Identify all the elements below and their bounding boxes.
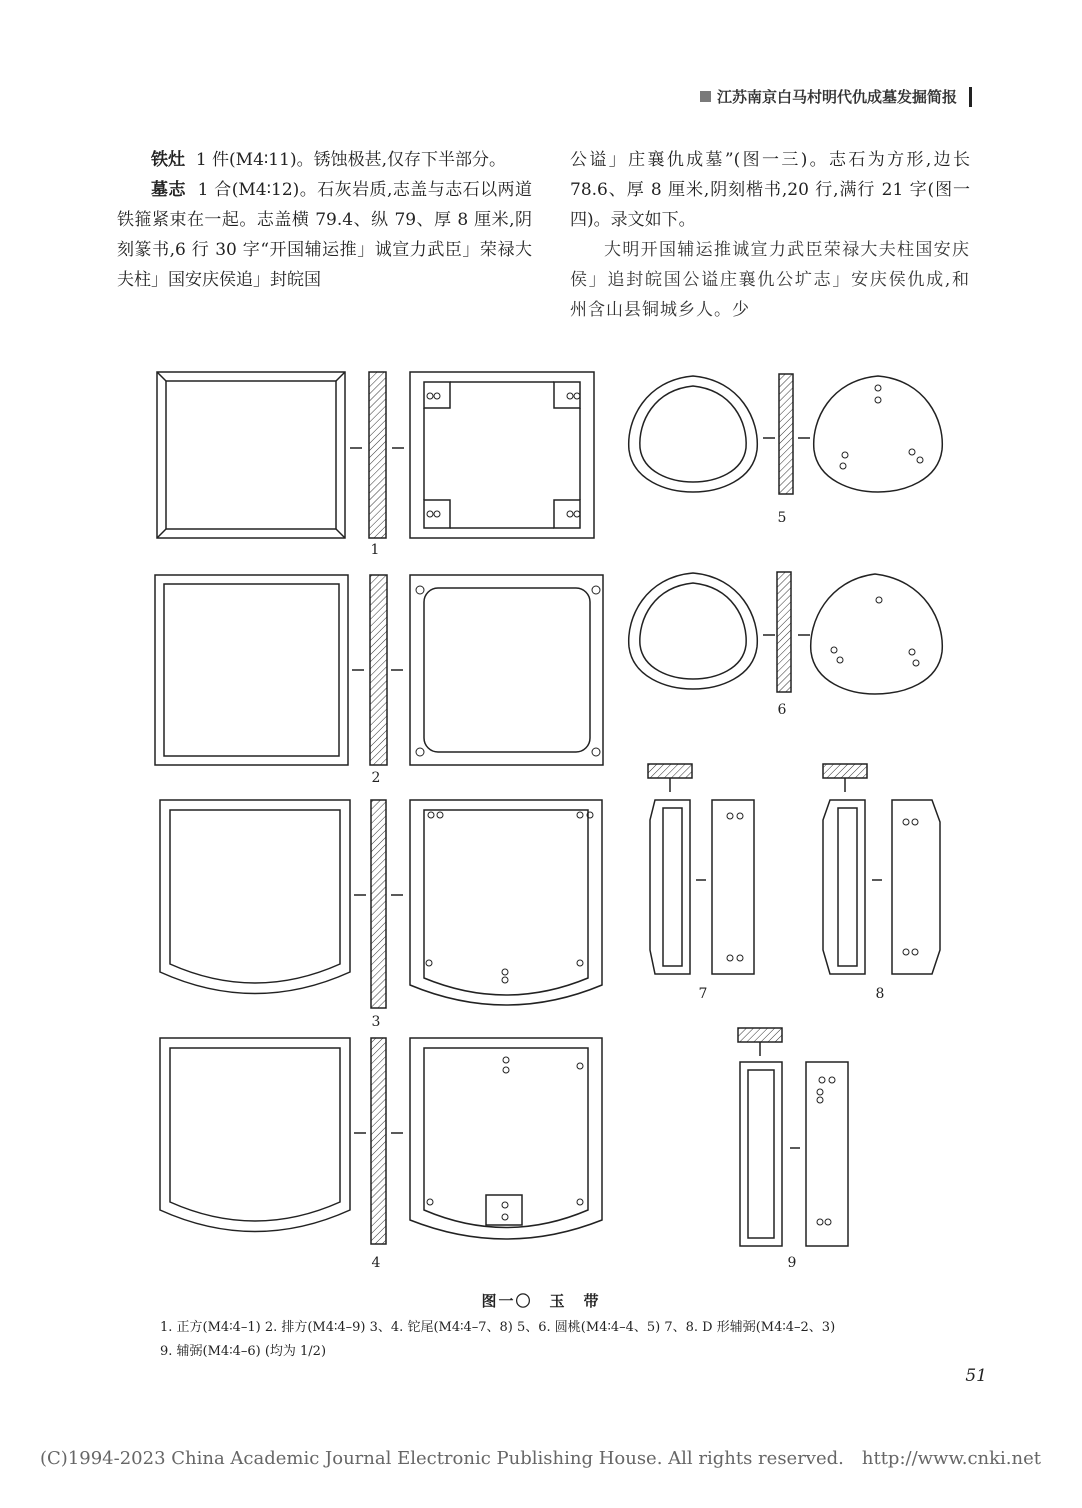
paragraph-epitaph — [117, 175, 532, 295]
tail-plaque-3-section — [371, 800, 386, 1008]
d-plaque-7 — [648, 764, 754, 974]
page-number: 51 — [965, 1366, 987, 1386]
plaque-2-back — [410, 575, 603, 765]
tail-plaque-4-front — [160, 1038, 350, 1232]
figure-label-2: 2 — [371, 770, 381, 786]
figure-label-7: 7 — [698, 986, 708, 1002]
figure-label-4: 4 — [371, 1255, 381, 1271]
figure-label-8: 8 — [875, 986, 885, 1002]
peach-plaque-6 — [629, 572, 943, 694]
figure-label-3: 3 — [371, 1014, 381, 1030]
footer-url[interactable]: http://www.cnki.net — [861, 1448, 1041, 1469]
plaque-2-section — [370, 575, 387, 765]
caption-line-2: 9. 辅弼(M4∶4–6) (均为 1/2) — [160, 1344, 327, 1359]
tail-plaque-3-front — [160, 800, 350, 994]
plaque-1-section — [369, 372, 386, 538]
jade-belt-figure — [0, 360, 1082, 1290]
footer-copyright: (C)1994-2023 China Academic Journal Electronic Publishing House. All rights reserved. — [40, 1448, 844, 1469]
epitaph-transcription: 大明开国辅运推诚宣力武臣荣禄大夫柱国安庆侯」追封皖国公谥庄襄仇公圹志」安庆侯仇成,和州含山县铜城乡人。少 — [570, 240, 970, 320]
plaque-1-front — [157, 372, 345, 538]
figure-label-6: 6 — [777, 702, 787, 718]
figure-label-9: 9 — [787, 1255, 797, 1271]
peach-plaque-5 — [629, 374, 943, 494]
term-iron-stove: 铁灶 — [151, 150, 185, 170]
figure-caption — [160, 1316, 960, 1364]
figure-title: 图一〇 玉 带 — [481, 1292, 601, 1310]
header-square-icon — [700, 91, 711, 102]
plaque-2-front — [155, 575, 348, 765]
right-column — [570, 145, 970, 325]
plaque-1-back — [410, 372, 594, 538]
paragraph-epitaph-cont: 公谥」庄襄仇成墓”(图一三)。志石为方形,边长 78.6、厚 8 厘米,阴刻楷书,20 行,满行 21 字(图一四)。录文如下。 — [570, 150, 970, 230]
figure-label-5: 5 — [777, 510, 787, 526]
header-bar — [969, 87, 972, 107]
caption-line-1: 1. 正方(M4∶4–1) 2. 排方(M4∶4–9) 3、4. 铊尾(M4∶4–7、8) 5、6. 圆桃(M4∶4–4、5) 7、8. D 形辅弼(M4∶4–2、3) — [160, 1320, 836, 1335]
tail-plaque-4-section — [371, 1038, 386, 1244]
text-iron-stove: 1 件(M4∶11)。锈蚀极甚,仅存下半部分。 — [195, 150, 506, 170]
term-epitaph: 墓志 — [151, 180, 186, 200]
header-title: 江苏南京白马村明代仇成墓发掘简报 — [716, 88, 957, 106]
paragraph-iron-stove — [117, 145, 532, 175]
tail-plaque-3-back — [410, 800, 602, 1005]
tail-plaque-4-back — [410, 1038, 602, 1239]
d-plaque-8 — [823, 764, 940, 974]
supporting-plaque-9 — [738, 1028, 848, 1246]
figure-label-1: 1 — [370, 542, 380, 558]
running-header — [700, 86, 972, 107]
footer — [40, 1448, 1041, 1469]
left-column — [117, 145, 532, 295]
text-epitaph: 1 合(M4∶12)。石灰岩质,志盖与志石以两道铁箍紧束在一起。志盖横 79.4、纵 79、厚 8 厘米,阴刻篆书,6 行 30 字“开国辅运推」诚宣力武臣」荣禄大夫柱」国安庆侯追」封皖国 — [117, 180, 533, 290]
